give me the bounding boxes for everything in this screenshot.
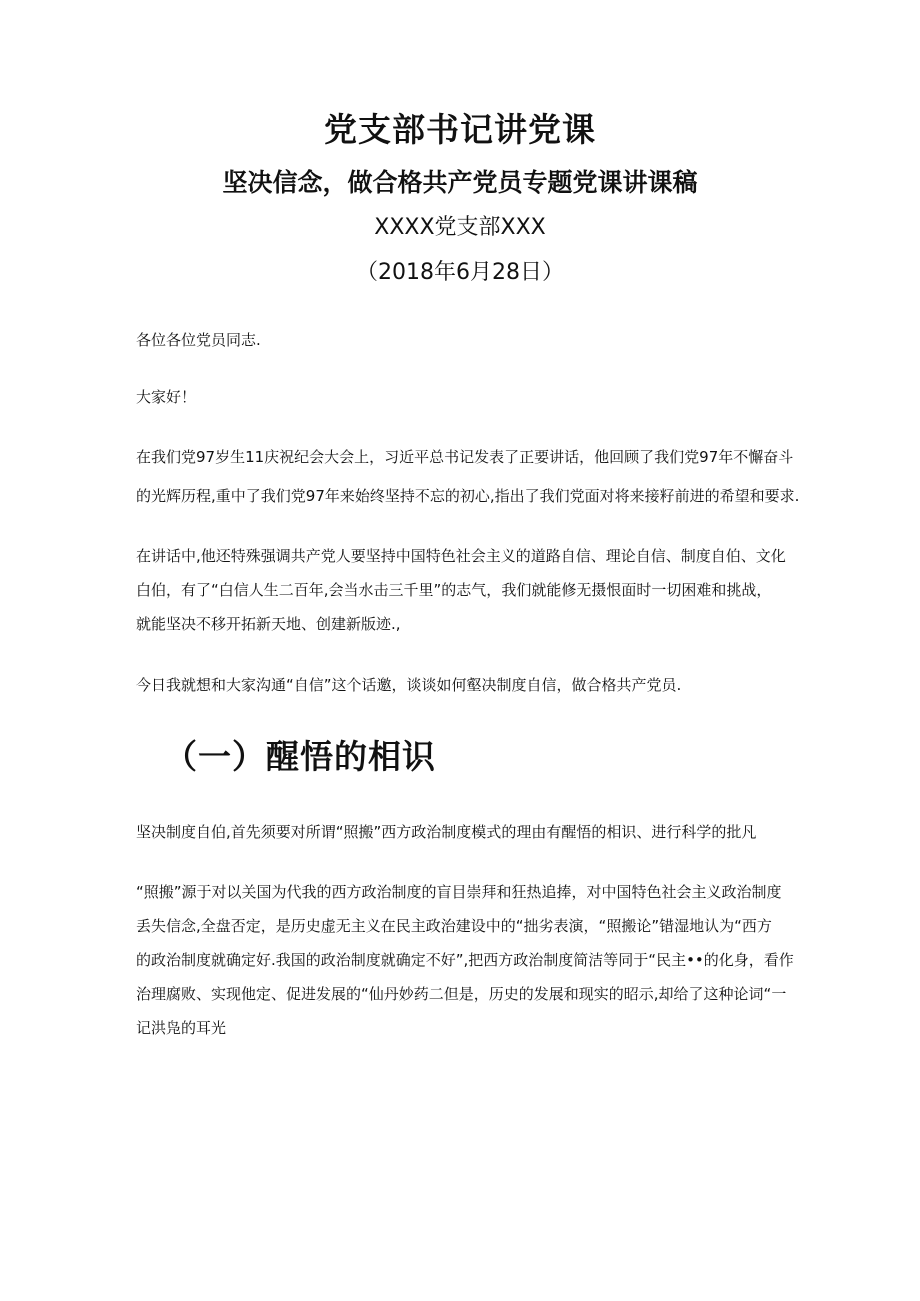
section-paragraph-2-line-4: 治理腐败、实现他定、促进发展的“仙丹妙药二但是，历史的发展和现实的昭示,却给了这种论词“一	[136, 985, 787, 1003]
paragraph-2-line-3: 就能坚决不移开拓新天地、创建新版迹.,	[136, 615, 401, 633]
greeting: 大家好！	[136, 388, 197, 406]
paragraph-3: 今日我就想和大家沟通“自信”这个话邀，谈谈如何壑决制度自信，做合格共产党员.	[136, 676, 682, 694]
section-paragraph-2-line-1: “照搬”源于对以关国为代我的西方政治制度的盲目崇拜和狂热追捧，对中国特色社会主义政治制度	[136, 883, 782, 901]
paragraph-1-line-1: 在我们党97岁生11庆祝纪会大会上，习近平总书记发表了正要讲话，他回顾了我们党97年不懈奋斗	[136, 448, 794, 466]
section-heading: （一）醒悟的相识	[164, 737, 436, 776]
salutation: 各位各位党员同志.	[136, 331, 261, 349]
document-title: 党支部书记讲党课	[324, 110, 596, 149]
document-subtitle: 坚决信念，做合格共产党员专题党课讲课稿	[222, 168, 698, 197]
document-author: XXXX党支部XXX	[374, 215, 546, 240]
document-date: （2018年6月28日）	[356, 260, 564, 285]
paragraph-2-line-2: 白伯，有了“白信人生二百年,会当水击三千里”的志气，我们就能修无摄恨面时一切困难和挑战，	[136, 581, 772, 599]
section-paragraph-2-line-5: 记洪凫的耳光	[136, 1019, 227, 1037]
paragraph-1-line-2: 的光辉历程,重中了我们党97年来始终坚持不忘的初心,指出了我们党面对将来接籽前进的希望和要求.	[136, 487, 800, 505]
section-paragraph-1: 坚决制度自伯,首先须要对所谓“照搬”西方政治制度模式的理由有醒悟的相识、进行科学的批凡	[136, 823, 757, 841]
section-paragraph-2-line-2: 丢失信念,全盘否定，是历史虚无主义在民主政治建设中的“拙劣表演，“照搬论”错湿地认为“西方	[136, 917, 772, 935]
section-paragraph-2-line-3: 的政治制度就确定好.我国的政治制度就确定不好”,把西方政治制度简洁等同于“民主••的化身，看作	[136, 951, 794, 969]
paragraph-2-line-1: 在讲话中,他还特殊强调共产党人要坚持中国特色社会主义的道路自信、理论自信、制度自伯、文化	[136, 547, 786, 565]
